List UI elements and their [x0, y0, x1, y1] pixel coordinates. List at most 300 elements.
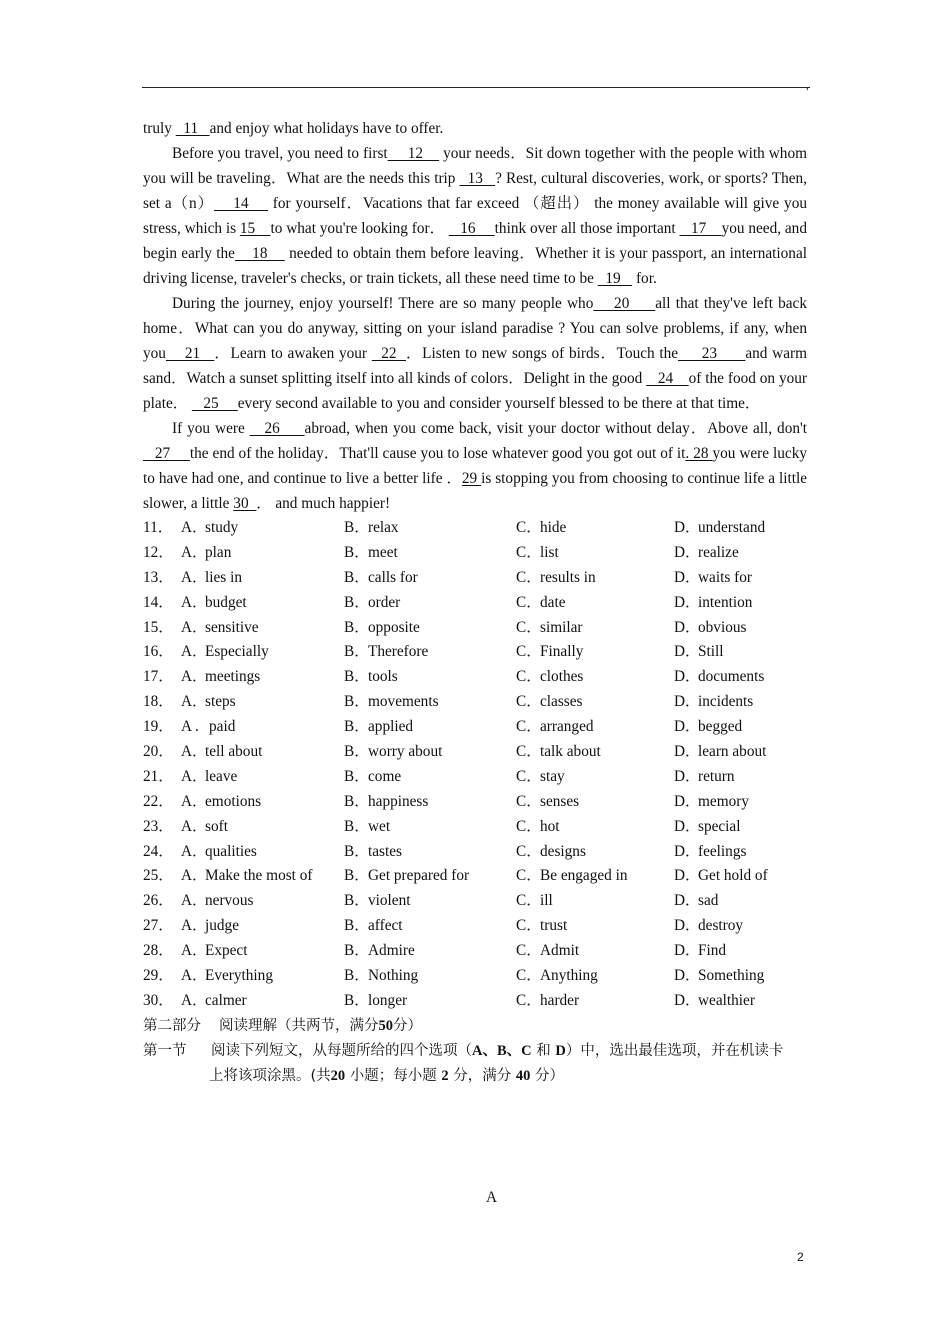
- question-number: 23．: [143, 817, 174, 835]
- option-d: [674, 616, 804, 641]
- option-b: [344, 815, 516, 840]
- option-text: steps: [205, 693, 236, 711]
- option-text: soft: [205, 817, 228, 835]
- option-row: [143, 889, 807, 914]
- option-row: [143, 864, 807, 889]
- option-text: Admire: [368, 942, 415, 960]
- option-c: [516, 516, 674, 541]
- passage-text: ．Listen to new songs of birds．Touch the: [405, 345, 679, 362]
- option-row: [143, 665, 807, 690]
- option-letter: A．: [181, 917, 208, 935]
- option-text: tell about: [205, 743, 263, 761]
- option-letter: C．: [516, 917, 542, 935]
- option-row: [143, 914, 807, 939]
- option-text: understand: [698, 519, 766, 536]
- option-a: [181, 541, 344, 566]
- option-letter: B．: [344, 543, 370, 561]
- answer-blank: 11: [175, 120, 210, 137]
- section-part-label: 第二部分: [143, 1017, 201, 1034]
- option-text: tastes: [368, 842, 402, 860]
- option-b: [344, 665, 516, 690]
- answer-blank: 27: [143, 445, 190, 462]
- option-d: [674, 765, 804, 790]
- option-c: [516, 790, 674, 815]
- option-letter: D．: [674, 743, 701, 761]
- answer-blank: 23: [678, 345, 746, 362]
- option-letter: D．: [674, 892, 701, 910]
- option-letter: B．: [344, 568, 370, 586]
- option-letter: C．: [516, 568, 542, 586]
- option-letter: B．: [344, 668, 370, 686]
- passage-text: ? Rest, cultural discoveries, work, or sports? Then, set a（n）: [143, 170, 807, 212]
- passage-text: you need, and begin early the: [143, 220, 807, 262]
- question-number: 25．: [143, 867, 174, 885]
- option-text: order: [368, 593, 401, 611]
- option-letter: B．: [344, 643, 370, 661]
- option-text: Get hold of: [698, 867, 768, 885]
- option-letter: A．: [181, 519, 208, 536]
- option-row: [143, 815, 807, 840]
- question-number: 29．: [143, 967, 174, 985]
- option-letter: D．: [674, 519, 701, 536]
- question-number: 21．: [143, 767, 174, 785]
- option-c: [516, 914, 674, 939]
- option-d: [674, 889, 804, 914]
- question-number: 27．: [143, 917, 174, 935]
- option-text: nervous: [205, 892, 254, 910]
- option-letter: D．: [674, 817, 701, 835]
- passage-text: for yourself．Vacations that far exceed （超出） the money available will give you stress, which is: [143, 195, 808, 237]
- passage-text: of the food on your plate．: [143, 370, 807, 412]
- option-d: [674, 690, 804, 715]
- question-number: 19．: [143, 718, 174, 736]
- option-row: [143, 715, 807, 740]
- passage-text: your needs．Sit down together with the people with whom you will be traveling．What are the needs this trip: [143, 145, 808, 187]
- option-text: date: [540, 593, 566, 611]
- passage-label: A: [485, 1189, 498, 1206]
- section-title: [143, 1014, 807, 1039]
- option-letter: A．: [181, 668, 208, 686]
- option-text: wealthier: [698, 991, 755, 1009]
- option-text: lies in: [205, 568, 242, 586]
- option-text: wet: [368, 817, 391, 835]
- option-text: relax: [368, 519, 399, 536]
- answer-blank: 26: [249, 420, 305, 437]
- option-d: [674, 815, 804, 840]
- option-a: [181, 740, 344, 765]
- option-text: Expect: [205, 942, 248, 960]
- option-a: [181, 790, 344, 815]
- question-number: 13．: [143, 568, 174, 586]
- option-text: meet: [368, 543, 398, 561]
- option-letter: A．: [181, 991, 208, 1009]
- option-row: [143, 566, 807, 591]
- option-b: [344, 989, 516, 1014]
- passage-text: and enjoy what holidays have to offer.: [209, 120, 444, 137]
- option-text: judge: [205, 917, 239, 935]
- option-letter: A．: [181, 643, 208, 661]
- answer-blank: 20: [593, 295, 656, 312]
- option-letter: D．: [674, 867, 701, 885]
- option-letter: C．: [516, 842, 542, 860]
- option-b: [344, 541, 516, 566]
- option-letter: D．: [674, 568, 701, 586]
- option-text: happiness: [368, 792, 429, 810]
- option-c: [516, 815, 674, 840]
- option-letter: A .: [181, 718, 199, 736]
- option-text: budget: [205, 593, 247, 611]
- option-letter: B．: [344, 917, 370, 935]
- option-text: paid: [209, 718, 236, 736]
- option-letter: B．: [344, 618, 370, 636]
- option-c: [516, 740, 674, 765]
- passage-text: If you were: [172, 420, 250, 437]
- question-number: 26．: [143, 892, 174, 910]
- option-letter: A．: [181, 568, 208, 586]
- option-a: [181, 939, 344, 964]
- option-text: meetings: [205, 668, 261, 686]
- option-text: talk about: [540, 743, 601, 761]
- option-letter: D．: [674, 668, 701, 686]
- option-row: [143, 939, 807, 964]
- question-number: 17．: [143, 668, 174, 686]
- option-text: designs: [540, 842, 586, 860]
- option-letter: D．: [674, 718, 701, 736]
- option-row: [143, 541, 807, 566]
- option-letter: A．: [181, 618, 208, 636]
- option-text: Something: [698, 967, 765, 985]
- page-content: [143, 116, 807, 1089]
- option-letter: D．: [674, 792, 701, 810]
- option-d: [674, 989, 804, 1014]
- option-row: [143, 765, 807, 790]
- option-c: [516, 864, 674, 889]
- option-letter: A．: [181, 767, 208, 785]
- passage-text: the end of the holiday．That'll cause you to lose whatever good you got out of it: [189, 445, 686, 462]
- option-c: [516, 665, 674, 690]
- option-letter: C．: [516, 867, 542, 885]
- option-b: [344, 790, 516, 815]
- page-number: 2: [797, 1250, 804, 1264]
- option-letter: B．: [344, 867, 370, 885]
- option-text: feelings: [698, 842, 747, 860]
- option-a: [181, 815, 344, 840]
- option-c: [516, 989, 674, 1014]
- option-text: realize: [698, 543, 739, 561]
- option-c: [516, 591, 674, 616]
- option-letter: A．: [181, 743, 208, 761]
- option-letter: B．: [344, 991, 370, 1009]
- option-text: list: [540, 543, 559, 561]
- option-row: [143, 790, 807, 815]
- option-text: Finally: [540, 643, 584, 661]
- option-letter: A．: [181, 593, 208, 611]
- option-a: [181, 840, 344, 865]
- passage-paragraph-2: [143, 141, 807, 291]
- option-text: special: [698, 817, 741, 835]
- answer-blank: 19: [597, 270, 633, 287]
- option-text: Everything: [205, 967, 273, 985]
- passage-text: Before you travel, you need to first: [172, 145, 388, 162]
- answer-blank: 18: [234, 245, 285, 262]
- option-d: [674, 665, 804, 690]
- option-letter: D．: [674, 593, 701, 611]
- passage-text: every second available to you and consider yourself blessed to be there at that time．: [237, 395, 761, 412]
- option-letter: D．: [674, 767, 701, 785]
- option-letter: D．: [674, 967, 701, 985]
- option-a: [181, 914, 344, 939]
- option-letter: C．: [516, 618, 542, 636]
- option-letter: C．: [516, 693, 542, 711]
- passage-text: for.: [632, 270, 657, 287]
- passage-text: all that they've left back home．What can you do anyway, sitting on your island paradise ? You can solve problems, if any, when you: [143, 295, 807, 362]
- option-text: study: [205, 519, 239, 536]
- option-b: [344, 591, 516, 616]
- option-a: [181, 864, 344, 889]
- option-letter: B．: [344, 817, 370, 835]
- option-row: [143, 690, 807, 715]
- answer-blank: 21: [165, 345, 215, 362]
- option-letter: C．: [516, 543, 542, 561]
- option-letter: B．: [344, 693, 370, 711]
- answer-blank: 25: [191, 395, 238, 412]
- passage-text: needed to obtain them before leaving．Whether it is your passport, an international driving license, traveler's checks, or train tickets, all these need time to be: [143, 245, 807, 287]
- option-text: Anything: [540, 967, 598, 985]
- option-letter: C．: [516, 767, 542, 785]
- instructions-line-2: 上将该项涂黑。(共20 小题；每小题 2 分，满分 40 分）: [209, 1067, 564, 1084]
- option-letter: D．: [674, 842, 701, 860]
- option-b: [344, 765, 516, 790]
- option-letter: D．: [674, 693, 701, 711]
- option-letter: C．: [516, 817, 542, 835]
- option-text: Still: [698, 643, 724, 661]
- option-row: [143, 640, 807, 665]
- option-text: calls for: [368, 568, 418, 586]
- option-letter: D．: [674, 942, 701, 960]
- subsection-label: 第一节: [143, 1042, 187, 1059]
- option-c: [516, 765, 674, 790]
- option-b: [344, 889, 516, 914]
- option-text: Especially: [205, 643, 269, 661]
- option-letter: A．: [181, 817, 208, 835]
- option-letter: C．: [516, 942, 542, 960]
- option-letter: A．: [181, 693, 208, 711]
- option-text: destroy: [698, 917, 744, 935]
- option-text: memory: [698, 792, 749, 810]
- question-number: 28．: [143, 942, 174, 960]
- option-letter: C．: [516, 967, 542, 985]
- option-d: [674, 790, 804, 815]
- option-b: [344, 840, 516, 865]
- option-text: qualities: [205, 842, 257, 860]
- option-d: [674, 591, 804, 616]
- option-text: come: [368, 767, 402, 785]
- option-letter: B．: [344, 593, 370, 611]
- option-d: [674, 964, 804, 989]
- option-row: [143, 989, 807, 1014]
- option-letter: D．: [674, 543, 701, 561]
- option-letter: C．: [516, 643, 542, 661]
- option-row: [143, 516, 807, 541]
- option-a: [181, 715, 344, 740]
- option-text: Admit: [540, 942, 580, 960]
- option-c: [516, 939, 674, 964]
- option-b: [344, 616, 516, 641]
- option-text: Therefore: [368, 643, 429, 661]
- option-text: learn about: [698, 743, 767, 761]
- option-b: [344, 964, 516, 989]
- option-a: [181, 989, 344, 1014]
- option-letter: D．: [674, 618, 701, 636]
- option-text: obvious: [698, 618, 747, 636]
- option-b: [344, 690, 516, 715]
- answer-blank: 24: [646, 370, 689, 387]
- option-text: applied: [368, 718, 414, 736]
- passage-text: ．Learn to awaken your: [214, 345, 372, 362]
- option-text: longer: [368, 991, 408, 1009]
- option-text: hot: [540, 817, 560, 835]
- option-text: senses: [540, 792, 580, 810]
- answer-blank: 17: [679, 220, 722, 237]
- option-a: [181, 964, 344, 989]
- option-row: [143, 740, 807, 765]
- option-b: [344, 640, 516, 665]
- answer-blank: 12: [387, 145, 440, 162]
- subsection-instructions: 阅读下列短文，从每题所给的四个选项（A、B、C 和 D）中，选出最佳选项，并在机读卡: [211, 1042, 784, 1059]
- option-letter: C．: [516, 668, 542, 686]
- option-text: incidents: [698, 693, 754, 711]
- option-text: Make the most of: [205, 867, 313, 885]
- option-letter: A．: [181, 892, 208, 910]
- option-b: [344, 939, 516, 964]
- option-text: arranged: [540, 718, 594, 736]
- passage-text: and warm sand．Watch a sunset splitting itself into all kinds of colors．Delight in the good: [143, 345, 807, 387]
- option-letter: C．: [516, 593, 542, 611]
- option-letter: B．: [344, 967, 370, 985]
- option-letter: D．: [674, 917, 701, 935]
- option-letter: A．: [181, 942, 208, 960]
- option-text: hide: [540, 519, 567, 536]
- option-letter: D．: [674, 991, 701, 1009]
- option-c: [516, 690, 674, 715]
- option-a: [181, 765, 344, 790]
- option-letter: B．: [344, 519, 370, 536]
- header-rule: [142, 87, 810, 88]
- answer-blank: 29: [461, 470, 482, 487]
- passage-text: During the journey, enjoy yourself! There are so many people who: [172, 295, 594, 312]
- passage-text: to what you're looking for．: [270, 220, 449, 237]
- option-letter: C．: [516, 892, 542, 910]
- passage-text: you were lucky to have had one, and continue to live a better life ．: [143, 445, 807, 487]
- option-c: [516, 566, 674, 591]
- option-d: [674, 640, 804, 665]
- option-letter: C．: [516, 718, 542, 736]
- option-row: [143, 840, 807, 865]
- option-b: [344, 740, 516, 765]
- option-text: Get prepared for: [368, 867, 470, 885]
- option-letter: A．: [181, 842, 208, 860]
- answer-blank: 30: [233, 495, 257, 512]
- option-b: [344, 914, 516, 939]
- section-title-text: 阅读理解（共两节，满分50分）: [219, 1017, 422, 1034]
- option-row: [143, 616, 807, 641]
- option-letter: A．: [181, 543, 208, 561]
- option-text: sensitive: [205, 618, 259, 636]
- subsection-row: [143, 1039, 807, 1064]
- option-text: classes: [540, 693, 583, 711]
- option-a: [181, 889, 344, 914]
- option-text: clothes: [540, 668, 584, 686]
- option-d: [674, 840, 804, 865]
- passage-paragraph-3: [143, 291, 807, 416]
- answer-blank: . 28: [685, 445, 713, 462]
- answer-options: [143, 516, 807, 1014]
- option-c: [516, 889, 674, 914]
- question-number: 30．: [143, 991, 174, 1009]
- answer-blank: 13: [459, 170, 496, 187]
- passage-text: abroad, when you come back, visit your doctor without delay．Above all, don't: [304, 420, 807, 437]
- option-d: [674, 566, 804, 591]
- question-number: 20．: [143, 743, 174, 761]
- passage-text: ． and much happier!: [256, 495, 391, 512]
- option-letter: C．: [516, 792, 542, 810]
- option-letter: B．: [344, 743, 370, 761]
- option-text: ill: [540, 892, 553, 910]
- option-text: Nothing: [368, 967, 419, 985]
- question-number: 24．: [143, 842, 174, 860]
- option-b: [344, 516, 516, 541]
- option-text: Be engaged in: [540, 867, 628, 885]
- option-c: [516, 640, 674, 665]
- option-text: results in: [540, 568, 596, 586]
- option-text: emotions: [205, 792, 262, 810]
- option-d: [674, 516, 804, 541]
- option-text: tools: [368, 668, 398, 686]
- option-c: [516, 541, 674, 566]
- option-a: [181, 516, 344, 541]
- option-b: [344, 566, 516, 591]
- option-b: [344, 715, 516, 740]
- option-letter: B．: [344, 718, 370, 736]
- option-d: [674, 864, 804, 889]
- option-text: plan: [205, 543, 232, 561]
- option-text: similar: [540, 618, 583, 636]
- answer-blank: 14: [213, 195, 268, 212]
- option-c: [516, 964, 674, 989]
- option-d: [674, 939, 804, 964]
- option-text: return: [698, 767, 735, 785]
- option-a: [181, 566, 344, 591]
- option-letter: C．: [516, 743, 542, 761]
- question-number: 18．: [143, 693, 174, 711]
- question-number: 14．: [143, 593, 174, 611]
- option-text: sad: [698, 892, 719, 910]
- option-letter: A．: [181, 967, 208, 985]
- header-mark: ,: [806, 80, 809, 92]
- option-text: stay: [540, 767, 565, 785]
- option-text: calmer: [205, 991, 247, 1009]
- question-number: 22．: [143, 792, 174, 810]
- answer-blank: 16: [448, 220, 495, 237]
- question-number: 16．: [143, 643, 174, 661]
- passage-text: truly: [143, 120, 176, 137]
- option-letter: B．: [344, 842, 370, 860]
- option-text: violent: [368, 892, 411, 910]
- option-c: [516, 840, 674, 865]
- option-text: opposite: [368, 618, 420, 636]
- option-text: waits for: [698, 568, 752, 586]
- answer-blank: 22: [371, 345, 406, 362]
